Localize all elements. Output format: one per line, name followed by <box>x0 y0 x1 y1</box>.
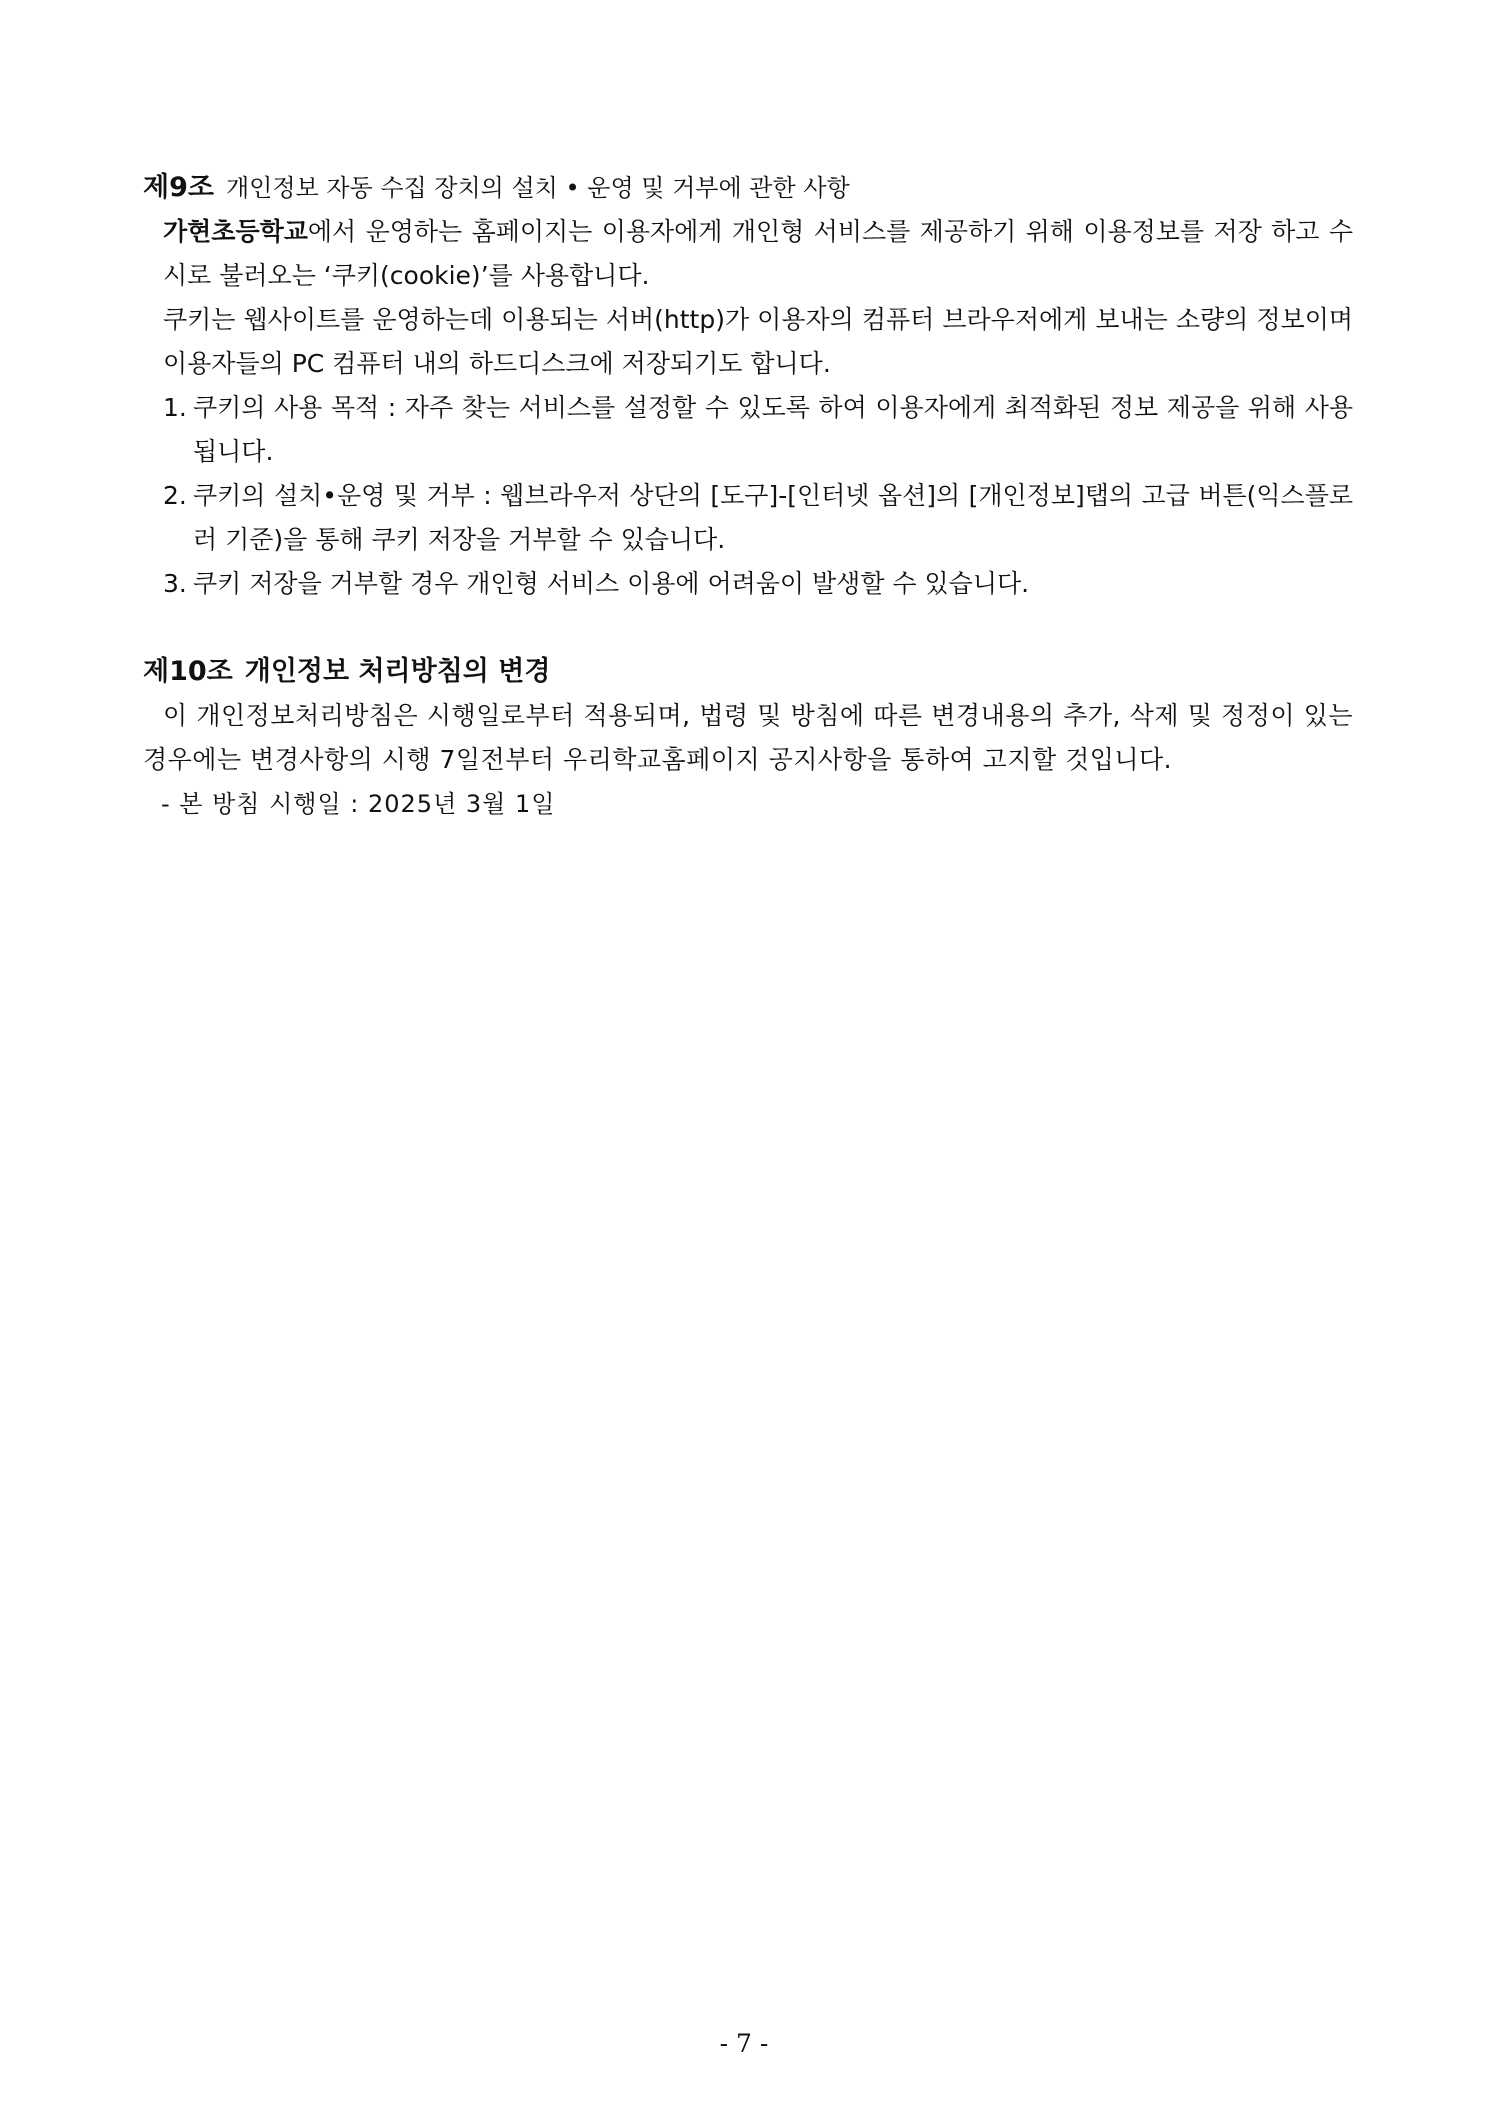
list-item-text: 쿠키의 사용 목적 : 자주 찾는 서비스를 설정할 수 있도록 하여 이용자에게 최적화된 정보 제공을 위해 사용됩니다. <box>193 393 1353 466</box>
section-9-number: 제9조 <box>143 172 214 203</box>
list-item-marker: 1. <box>163 393 187 422</box>
school-name: 가현초등학교 <box>163 217 308 246</box>
list-item-text: 쿠키의 설치•운영 및 거부 : 웹브라우저 상단의 [도구]-[인터넷 옵션]의 [개인정보]탭의 고급 버튼(익스플로러 기준)을 통해 쿠키 저장을 거부할 수 있습니다. <box>193 481 1353 554</box>
list-item-text: 쿠키 저장을 거부할 경우 개인형 서비스 이용에 어려움이 발생할 수 있습니다. <box>193 569 1030 598</box>
section-10-title: 개인정보 처리방침의 변경 <box>244 656 551 687</box>
list-item-marker: 3. <box>163 569 187 598</box>
section-9 <box>143 166 1353 606</box>
section-10-number: 제10조 <box>143 656 233 687</box>
list-item <box>163 474 1353 562</box>
list-item <box>163 562 1353 606</box>
section-9-title: 개인정보 자동 수집 장치의 설치 • 운영 및 거부에 관한 사항 <box>225 174 850 202</box>
list-item <box>163 386 1353 474</box>
page-number: - 7 - <box>719 2029 769 2058</box>
section-10-paragraph-1: 이 개인정보처리방침은 시행일로부터 적용되며, 법령 및 방침에 따른 변경내용의 추가, 삭제 및 정정이 있는 경우에는 변경사항의 시행 7일전부터 우리학교홈페이지 공지사항을 통하여 고지할 것입니다. <box>143 701 1353 774</box>
section-10-heading <box>143 650 1353 694</box>
effective-date: - 본 방침 시행일 : 2025년 3월 1일 <box>161 790 556 818</box>
section-9-list <box>143 386 1353 606</box>
section-9-heading <box>143 166 1353 210</box>
list-item-marker: 2. <box>163 481 187 510</box>
section-9-paragraph-1 <box>143 210 1353 298</box>
section-9-paragraph-2: 쿠키는 웹사이트를 운영하는데 이용되는 서버(http)가 이용자의 컴퓨터 브라우저에게 보내는 소량의 정보이며 이용자들의 PC 컴퓨터 내의 하드디스크에 저장되기도 합니다. <box>163 305 1353 378</box>
section-9-paragraph-1-text: 에서 운영하는 홈페이지는 이용자에게 개인형 서비스를 제공하기 위해 이용정보를 저장 하고 수시로 불러오는 ‘쿠키(cookie)’를 사용합니다. <box>163 217 1353 290</box>
section-10 <box>143 650 1353 826</box>
document-body <box>143 166 1353 826</box>
